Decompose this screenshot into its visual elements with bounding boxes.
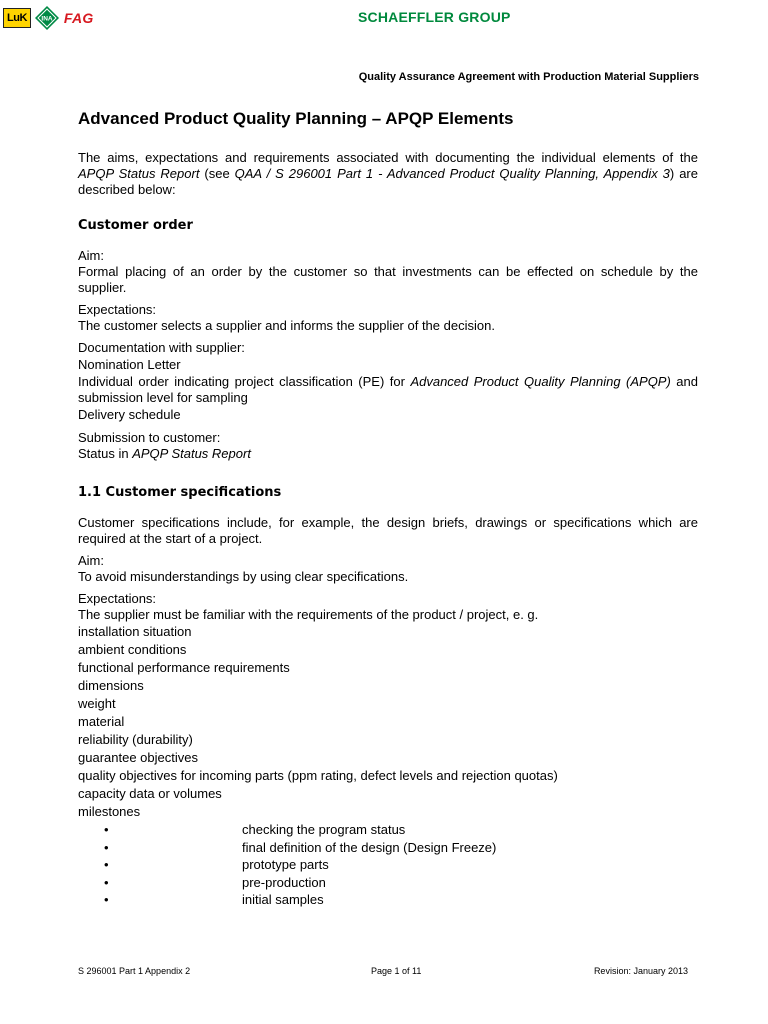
bullet-icon: • [104,839,109,855]
list-item: capacity data or volumes [78,786,222,801]
list-item: weight [78,696,116,711]
section-heading-customer-specifications: 1.1 Customer specifications [78,485,282,500]
customer-specifications-intro: Customer specifications include, for example, the design briefs, drawings or specifications which are required at the start of a project. [78,515,698,546]
submission-text-italic: APQP Status Report [132,446,251,461]
page-title: Advanced Product Quality Planning – APQP Elements [78,109,514,128]
customer-specifications-aim-label: Aim: [78,553,104,568]
list-item: guarantee objectives [78,750,198,765]
brand-logos [3,5,94,31]
bullet-item [78,874,698,892]
list-item: material [78,714,125,729]
customer-order-aim-text: Formal placing of an order by the customer so that investments can be effected on schedule by the supplier. [78,264,698,295]
doc-item-text-2: and submission level for sampling [78,374,698,405]
requirements-list [78,623,698,821]
intro-italic-1: APQP Status Report [78,166,200,181]
document-header-title: Quality Assurance Agreement with Production Material Suppliers [358,71,699,83]
bullet-icon: • [104,857,109,872]
documentation-item-delivery-schedule: Delivery schedule [78,407,181,422]
fag-logo: FAG [63,10,94,26]
customer-specifications-aim-text: To avoid misunderstandings by using clear specifications. [78,569,409,584]
customer-specifications-expectations-label: Expectations: [78,591,157,606]
submission-text-plain: Status in [78,446,133,461]
doc-item-text-1: Individual order indicating project classification (PE) for [78,374,411,389]
footer-page-number: Page 1 of 11 [371,966,422,976]
intro-text-1: The aims, expectations and requirements associated with documenting the individual elements of the [78,150,698,165]
document-body [78,108,698,909]
intro-paragraph [78,150,698,198]
schaeffler-group-logo: SCHAEFFLER GROUP [358,9,511,25]
list-item: functional performance requirements [78,660,290,675]
ina-logo-text: INA [41,15,53,23]
bullet-item [78,821,698,839]
luk-logo: LuK [3,8,31,28]
bullet-item [78,891,698,909]
customer-specifications-expectations-text: The supplier must be familiar with the requirements of the product / project, e. g. [78,607,539,622]
bullet-item-text: initial samples [242,892,324,907]
documentation-item-individual-order [78,374,698,406]
customer-order-aim-label: Aim: [78,248,104,263]
milestones-list [78,821,698,909]
bullet-item [78,856,698,874]
customer-order-submission-text [78,446,698,462]
intro-text-3: ) are described below: [78,166,698,197]
doc-item-italic: Advanced Product Quality Planning (APQP) [410,374,671,389]
bullet-icon: • [104,892,109,907]
section-heading-customer-order: Customer order [78,218,193,233]
documentation-item-nomination: Nomination Letter [78,357,181,372]
customer-order-submission-label: Submission to customer: [78,430,221,445]
list-item: milestones [78,804,141,819]
list-item: dimensions [78,678,144,693]
bullet-item [78,839,698,857]
customer-order-documentation-label: Documentation with supplier: [78,340,245,355]
bullet-icon: • [104,822,109,837]
intro-text-2: (see [199,166,235,181]
customer-order-expectations-label: Expectations: [78,302,157,317]
bullet-item-text: prototype parts [242,857,329,872]
intro-italic-2: QAA / S 296001 Part 1 - Advanced Product Quality Planning, Appendix 3 [234,166,670,181]
customer-order-expectations-text: The customer selects a supplier and informs the supplier of the decision. [78,318,495,333]
list-item: quality objectives for incoming parts (ppm rating, defect levels and rejection quotas) [78,768,558,783]
bullet-item-text: final definition of the design (Design Freeze) [242,839,497,855]
bullet-item-text: checking the program status [242,822,406,837]
footer-revision: Revision: January 2013 [593,966,688,976]
list-item: installation situation [78,624,192,639]
ina-logo [35,6,59,30]
list-item: ambient conditions [78,642,187,657]
bullet-item-text: pre-production [242,874,326,890]
list-item: reliability (durability) [78,732,193,747]
footer-document-id: S 296001 Part 1 Appendix 2 [78,966,191,976]
bullet-icon: • [104,874,109,890]
